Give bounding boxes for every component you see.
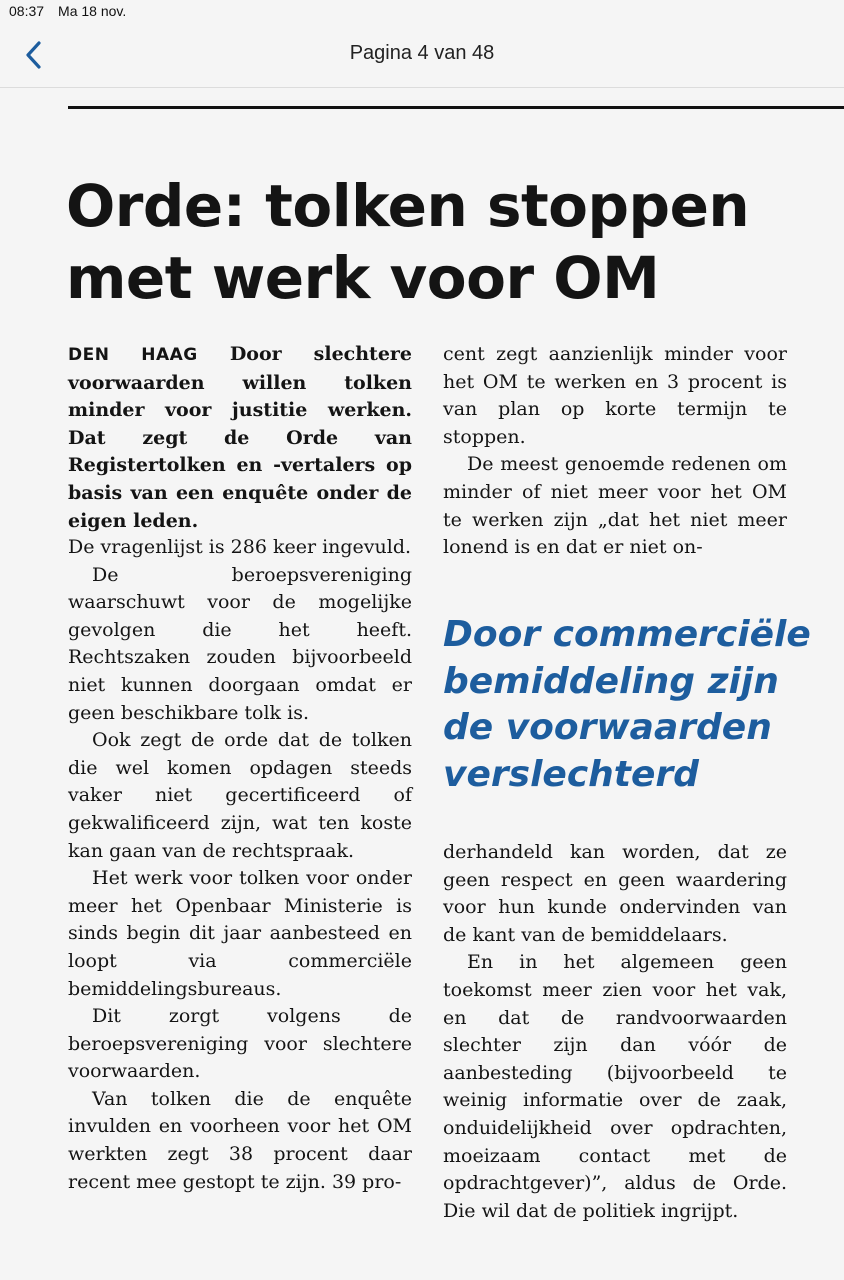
article-column-2-top [443,341,787,562]
headline-line-2: met werk voor OM [66,244,660,312]
dateline: DEN HAAG [68,345,198,365]
pull-quote: Door commerciële bemiddeling zijn de voorwaarden verslechterd [443,614,811,795]
article-headline [66,170,836,314]
body-paragraph: cent zegt aanzienlijk minder voor het OM te werken en 3 procent is van plan op korte termijn te stoppen. [443,343,787,448]
lead-text: Door slechtere voorwaarden willen tolken minder voor justitie werken. Dat zegt de Orde van Registertolken en -vertalers op basis van een enquête onder de eigen leden. [68,343,413,532]
body-paragraph: De vragenlijst is 286 keer ingevuld. [68,536,412,558]
body-paragraph: De meest genoemde redenen om minder of niet meer voor het OM te werken zijn „dat het niet meer lonend is en dat er niet on- [443,453,787,559]
status-time: 08:37 [9,3,45,19]
article-column-2-bottom [443,839,787,1225]
body-paragraph: derhandeld kan worden, dat ze geen respect en geen waardering voor hun kunde ondervinden van de kant van de bemiddelaars. [443,841,787,946]
body-paragraph: En in het algemeen geen toekomst meer zien voor het vak, en dat de randvoorwaarden slechter zijn dan vóór de aanbesteding (bijvoorbeeld te weinig informatie over de zaak, onduidelijkheid over opdrachten, moeizaam contact met de opdrachtgever)”, aldus de Orde. Die wil dat de politiek ingrijpt. [443,951,787,1222]
body-paragraph: Ook zegt de orde dat de tolken die wel komen opdagen steeds vaker niet gecertificeerd of gekwalificeerd zijn, wat ten koste kan gaan van de rechtspraak. [68,729,412,862]
status-bar [9,3,140,19]
page-indicator: Pagina 4 van 48 [349,42,495,64]
lead-paragraph [68,341,412,535]
body-paragraph: Van tolken die de enquête invulden en voorheen voor het OM werkten zegt 38 procent daar recent mee gestopt te zijn. 39 pro- [68,1087,412,1193]
body-paragraph: Het werk voor tolken voor onder meer het Openbaar Ministerie is sinds begin dit jaar aanbesteed en loopt via commerciële bemiddelingsbureaus. [68,867,412,1000]
status-date: Ma 18 nov. [58,3,127,19]
body-paragraph: Dit zorgt volgens de beroepsvereniging voor slechtere voorwaarden. [68,1005,412,1083]
body-paragraph: De beroepsvereniging waarschuwt voor de mogelijke gevolgen die het heeft. Rechtszaken zouden bijvoorbeeld niet kunnen doorgaan omdat er geen beschikbare tolk is. [68,563,412,724]
article-column-1 [68,534,412,1196]
header-divider [0,87,844,88]
headline-line-1: Orde: tolken stoppen [66,172,750,240]
article-top-rule [68,106,844,109]
